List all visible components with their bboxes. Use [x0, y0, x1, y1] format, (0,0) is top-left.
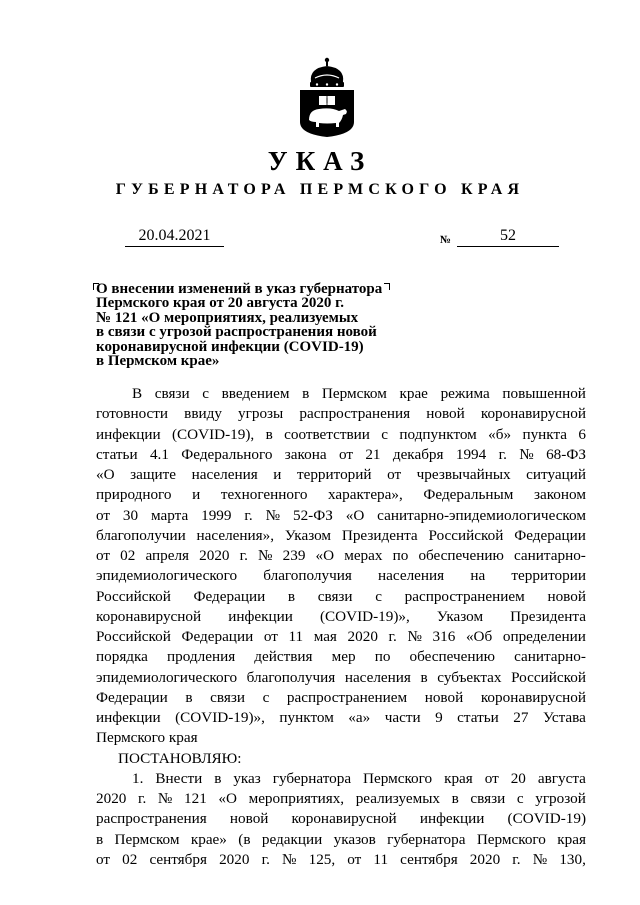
word: (COVID-19)	[507, 810, 586, 828]
document-title: УКАЗ	[267, 146, 373, 176]
word: Пермского	[476, 830, 546, 848]
body-line	[96, 546, 586, 566]
word: Федерации	[181, 628, 254, 645]
word: г.	[498, 445, 507, 463]
word: Федерации	[193, 587, 266, 605]
word: с	[516, 790, 524, 807]
word: №	[519, 445, 534, 463]
word: Федерации	[514, 526, 586, 544]
word: Российской	[428, 526, 504, 544]
document-date: 20.04.2021	[125, 226, 224, 247]
word: инфекции	[228, 607, 293, 625]
word: г.	[239, 547, 248, 564]
word: в	[96, 830, 104, 848]
word: 2020	[199, 547, 230, 564]
word: Устава	[542, 709, 586, 726]
word: «а»	[348, 709, 371, 726]
word: населения»,	[196, 526, 275, 544]
word: крае	[399, 385, 428, 402]
word: новой	[229, 810, 269, 828]
word: субъектах	[437, 668, 502, 686]
word: соответствии	[284, 425, 370, 443]
word: 125,	[308, 850, 336, 868]
word: г.	[137, 790, 147, 807]
word: 20	[510, 769, 526, 787]
word: связи	[210, 688, 245, 706]
word: новой	[547, 587, 586, 605]
word: Пермском	[321, 385, 387, 402]
word: «б»	[488, 425, 512, 443]
body-line	[96, 526, 586, 546]
word: марта	[151, 506, 189, 524]
word: от	[387, 466, 402, 483]
word: статьи	[457, 709, 499, 726]
word: по	[374, 648, 391, 666]
word: в	[451, 790, 459, 807]
word: 2020	[347, 628, 378, 645]
word: 6	[578, 425, 586, 443]
word: г.	[512, 850, 521, 868]
word: (COVID-19)»,	[319, 607, 410, 625]
body-line	[96, 668, 586, 688]
word: новой	[424, 688, 464, 706]
word: Российской	[96, 587, 171, 605]
word: губернатора	[272, 769, 352, 787]
word: статьи	[96, 445, 138, 463]
word: указ	[233, 769, 261, 787]
word: закона	[284, 445, 327, 463]
body-line	[96, 404, 586, 424]
word: коронавирусной	[96, 607, 202, 625]
word: законом	[533, 486, 586, 504]
word: №	[407, 628, 422, 645]
body-line: Пермского края	[96, 729, 198, 747]
body-line	[96, 769, 586, 789]
word: благополучия	[246, 668, 336, 686]
word: защите	[130, 466, 177, 483]
word: продления	[167, 648, 236, 666]
body-line	[96, 587, 586, 607]
word: №	[157, 790, 173, 807]
word: природного	[96, 486, 172, 504]
body-line	[96, 830, 586, 850]
word: населения	[344, 668, 411, 686]
word: коронавирусной	[480, 688, 586, 706]
word: 02	[122, 850, 138, 868]
word: г.	[261, 850, 270, 868]
word: эпидемиологического	[96, 668, 238, 686]
heading-line: О внесении изменений в указ губернатора	[96, 281, 383, 297]
word: реализуемых	[355, 790, 441, 807]
body-line	[96, 627, 586, 647]
word: в	[265, 425, 273, 443]
word: (COVID-19)»,	[175, 709, 265, 726]
word: 2020	[469, 850, 501, 868]
word: 2020	[219, 850, 250, 868]
word: благополучия	[263, 567, 352, 585]
word: определении	[502, 628, 586, 645]
word: 2020	[96, 790, 127, 807]
word: обеспечению	[418, 547, 504, 564]
word: в	[287, 587, 296, 605]
word: эпидемиологического	[96, 567, 238, 585]
word: готовности	[96, 405, 169, 423]
heading-line: в связи с угрозой распространения новой	[96, 324, 377, 341]
word: мер	[331, 648, 356, 666]
word: Указом	[284, 526, 332, 544]
word: от	[347, 850, 362, 868]
document-subtitle: ГУБЕРНАТОРА ПЕРМСКОГО КРАЯ	[115, 181, 525, 198]
word: 52-ФЗ	[292, 506, 333, 524]
number-label: №	[440, 234, 452, 246]
word: связи	[317, 587, 353, 605]
word: санитарно-	[514, 547, 586, 564]
word: и	[192, 486, 201, 504]
word: ввиду	[184, 405, 222, 423]
word: мая	[313, 628, 337, 645]
word: 239	[282, 547, 306, 564]
word: «Об	[465, 628, 493, 645]
word: территорий	[296, 466, 372, 483]
word: 9	[435, 709, 443, 726]
word: в	[185, 688, 193, 706]
word: в	[420, 668, 428, 686]
body-line	[96, 607, 586, 627]
word: ситуаций	[526, 466, 586, 483]
body-line	[96, 850, 586, 870]
word: коронавирусной	[291, 810, 397, 828]
word: от	[96, 506, 111, 524]
word: от	[96, 547, 111, 564]
word: (в	[238, 830, 251, 848]
word: в	[214, 769, 222, 787]
word: «О	[218, 790, 237, 807]
word: на	[470, 567, 486, 585]
word: режима	[440, 385, 490, 402]
word: пунктом	[279, 709, 334, 726]
word: населения	[378, 567, 445, 585]
word: угрозы	[238, 405, 284, 423]
body-line	[96, 445, 586, 465]
word: г.	[388, 628, 397, 645]
word: повышенной	[502, 385, 586, 402]
word: сентября	[400, 850, 458, 868]
word: 02	[120, 547, 136, 564]
word: Президента	[510, 607, 586, 625]
body-line	[96, 506, 586, 526]
word: края	[557, 830, 586, 848]
heading-line: коронавирусной инфекции (COVID-19)	[96, 338, 364, 355]
word: №	[532, 850, 548, 868]
word: указов	[333, 830, 376, 848]
word: по	[392, 547, 409, 564]
heading-line: Пермского края от 20 августа 2020 г.	[96, 295, 344, 312]
word: от	[96, 850, 111, 868]
word: крае»	[190, 830, 227, 848]
heading-line: в Пермском крае»	[96, 353, 220, 370]
word: «О	[345, 506, 365, 524]
word: в	[302, 385, 310, 402]
word: Указом	[436, 607, 484, 625]
word: территории	[511, 567, 586, 585]
word: редакции	[261, 830, 323, 848]
word: распространением	[404, 587, 525, 605]
body-line	[96, 688, 586, 708]
body-line	[96, 809, 586, 829]
word: распространения	[96, 810, 207, 828]
word: с	[381, 425, 389, 443]
word: подпунктом	[399, 425, 477, 443]
word: санитарно-	[514, 648, 586, 666]
word: 316	[432, 628, 456, 645]
word: августа	[537, 769, 586, 787]
word: 30	[122, 506, 139, 524]
word: введением	[221, 385, 290, 402]
word: г.	[244, 506, 253, 524]
word: 68-ФЗ	[546, 445, 586, 463]
word: коронавирусной	[480, 405, 586, 423]
word: распространением	[286, 688, 408, 706]
word: сентября	[149, 850, 207, 868]
body-line	[96, 485, 586, 505]
word: Федерации	[96, 688, 168, 706]
word: декабря	[392, 445, 444, 463]
word: №	[258, 547, 273, 564]
word: с	[262, 688, 270, 706]
word: обеспечению	[409, 648, 495, 666]
word: Федерального	[181, 445, 273, 463]
word: от	[263, 628, 278, 645]
word: порядка	[96, 648, 148, 666]
word: населения	[191, 466, 258, 483]
word: инфекции	[96, 425, 161, 443]
document-body	[96, 384, 586, 870]
word: 21	[365, 445, 381, 463]
word: распространения	[299, 405, 411, 423]
decree-keyword: ПОСТАНОВЛЯЮ:	[118, 749, 242, 767]
word: В	[132, 385, 143, 402]
word: и	[273, 466, 282, 483]
word: Пермского	[363, 769, 433, 787]
body-line	[96, 789, 586, 809]
word: инфекции	[96, 709, 161, 726]
heading-line: № 121 «О мероприятиях, реализуемых	[96, 309, 359, 326]
coat-of-arms-icon	[297, 56, 357, 138]
word: действия	[254, 648, 313, 666]
word: чрезвычайных	[416, 466, 511, 483]
word: связи	[154, 385, 190, 402]
word: от	[338, 445, 353, 463]
word: пункта	[522, 425, 568, 443]
word: с	[375, 587, 382, 605]
word: «О	[96, 466, 115, 483]
word: 1.	[132, 769, 144, 787]
document-number: 52	[457, 226, 559, 247]
word: №	[265, 506, 281, 524]
word: от	[484, 769, 499, 787]
word: санитарно-эпидемиологическом	[377, 506, 586, 524]
word: техногенного	[220, 486, 308, 504]
body-line	[96, 647, 586, 667]
word: 1994	[455, 445, 487, 463]
body-line	[96, 708, 586, 728]
word: 11	[288, 628, 304, 645]
word: Российской	[511, 668, 586, 686]
word: с	[202, 385, 209, 402]
word: инфекции	[419, 810, 485, 828]
word: 11	[373, 850, 389, 868]
body-line	[96, 465, 586, 485]
word: части	[384, 709, 421, 726]
body-line	[96, 384, 586, 404]
word: 4.1	[149, 445, 169, 463]
word: (COVID-19),	[171, 425, 255, 443]
word: края	[444, 769, 473, 787]
word: новой	[426, 405, 465, 423]
word: характера»,	[328, 486, 403, 504]
word: Российской	[96, 628, 171, 645]
word: мероприятиях,	[248, 790, 345, 807]
word: связи	[470, 790, 506, 807]
word: Федеральным	[423, 486, 514, 504]
word: 27	[513, 709, 529, 726]
word: 1999	[201, 506, 232, 524]
word: «О	[315, 547, 335, 564]
word: апреля	[145, 547, 190, 564]
word: 121	[184, 790, 207, 807]
body-line	[96, 566, 586, 586]
document-heading	[96, 282, 396, 368]
body-line	[96, 425, 586, 445]
word: мерах	[344, 547, 383, 564]
word: благополучии	[96, 526, 186, 544]
word: Внести	[155, 769, 203, 787]
word: Пермском	[114, 830, 180, 848]
word: 130,	[559, 850, 586, 868]
word: угрозой	[535, 790, 586, 807]
word: Президента	[341, 526, 418, 544]
word: губернатора	[387, 830, 466, 848]
word: №	[281, 850, 297, 868]
